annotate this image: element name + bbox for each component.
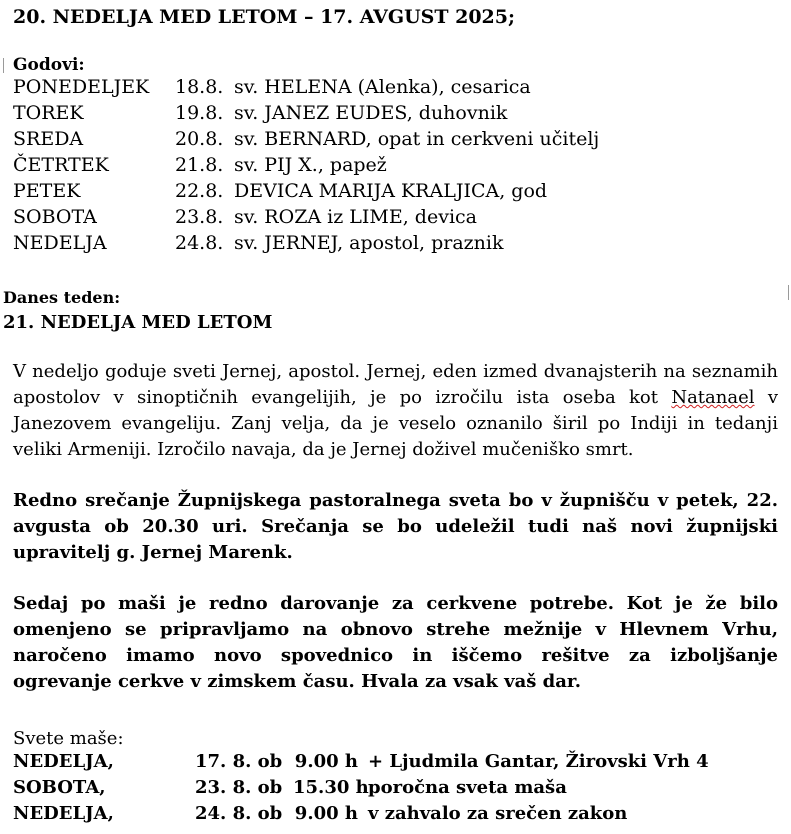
saint-name: sv. PIJ X., papež [234, 154, 387, 176]
saint-paragraph [13, 359, 778, 463]
mass-day: SOBOTA, [13, 777, 106, 798]
paragraph-text: v Janezovem evangeliju. Zanj velja, da je veselo oznanilo širil po Indiji in tedanji veliki Armeniji. Izročilo navaja, da je Jernej doživel mučeniško smrt. [13, 387, 779, 460]
mass-date: 23. 8. ob [195, 777, 283, 798]
mass-date: 24. 8. ob [195, 803, 283, 824]
mass-day: NEDELJA, [13, 751, 114, 772]
mass-day: NEDELJA, [13, 803, 114, 824]
mass-time: 9.00 h [294, 751, 358, 772]
saint-day: SREDA [13, 128, 84, 150]
saint-day: ČETRTEK [13, 154, 109, 176]
saint-day: NEDELJA [13, 232, 107, 254]
mass-intention: v zahvalo za srečen zakon [368, 803, 628, 824]
saint-name: sv. JERNEJ, apostol, praznik [234, 232, 504, 254]
saint-name: sv. ROZA iz LIME, devica [234, 206, 477, 228]
saints-heading: Godovi: [13, 55, 85, 75]
saint-date: 18.8. [175, 76, 224, 98]
council-meeting-paragraph: Redno srečanje Župnijskega pastoralnega sveta bo v župnišču v petek, 22. avgusta ob 20.30 uri. Srečanja se bo udeležil tudi naš novi župnijski upravitelj g. Jernej Marenk. [13, 490, 778, 563]
right-margin-marker [788, 285, 789, 300]
offering-paragraph: Sedaj po maši je redno darovanje za cerkvene potrebe. Kot je že bilo omenjeno se pripravljamo na obnovo strehe mežnije v Hlevnem Vrhu, naročeno imamo novo spovednico in iščemo rešitve za izboljšanje ogrevanje cerkve v zimskem času. Hvala za vsak vaš dar. [13, 593, 778, 692]
saint-day: PONEDELJEK [13, 76, 150, 98]
saint-date: 22.8. [175, 180, 224, 202]
saint-name: sv. BERNARD, opat in cerkveni učitelj [234, 128, 600, 150]
spelling-flagged-word: Natanael [671, 387, 755, 408]
mass-time: 15.30 h [293, 777, 369, 798]
saint-name: DEVICA MARIJA KRALJICA, god [234, 180, 548, 202]
page-title: 20. NEDELJA MED LETOM – 17. AVGUST 2025; [13, 6, 516, 28]
paragraph-text: V nedeljo goduje sveti Jernej, apostol. Jernej, eden izmed dvanajsterih na seznamih apostolov v sinoptičnih evangelijih, je po izročilu ista oseba kot [13, 361, 778, 408]
next-sunday-title: 21. NEDELJA MED LETOM [3, 312, 273, 333]
mass-intention: + Ljudmila Gantar, Žirovski Vrh 4 [368, 751, 709, 772]
mass-intention: poročna sveta maša [368, 777, 567, 798]
saint-day: SOBOTA [13, 206, 97, 228]
mass-date: 17. 8. ob [195, 751, 283, 772]
masses-heading: Svete maše: [13, 728, 124, 749]
saint-day: PETEK [13, 180, 81, 202]
left-margin-marker [3, 58, 4, 73]
saint-name: sv. HELENA (Alenka), cesarica [234, 76, 531, 98]
saint-date: 19.8. [175, 102, 224, 124]
saint-date: 21.8. [175, 154, 224, 176]
week-label: Danes teden: [3, 288, 121, 307]
saint-date: 23.8. [175, 206, 224, 228]
mass-time: 9.00 h [294, 803, 358, 824]
saint-date: 20.8. [175, 128, 224, 150]
saint-name: sv. JANEZ EUDES, duhovnik [234, 102, 508, 124]
saint-date: 24.8. [175, 232, 224, 254]
saint-day: TOREK [13, 102, 84, 124]
